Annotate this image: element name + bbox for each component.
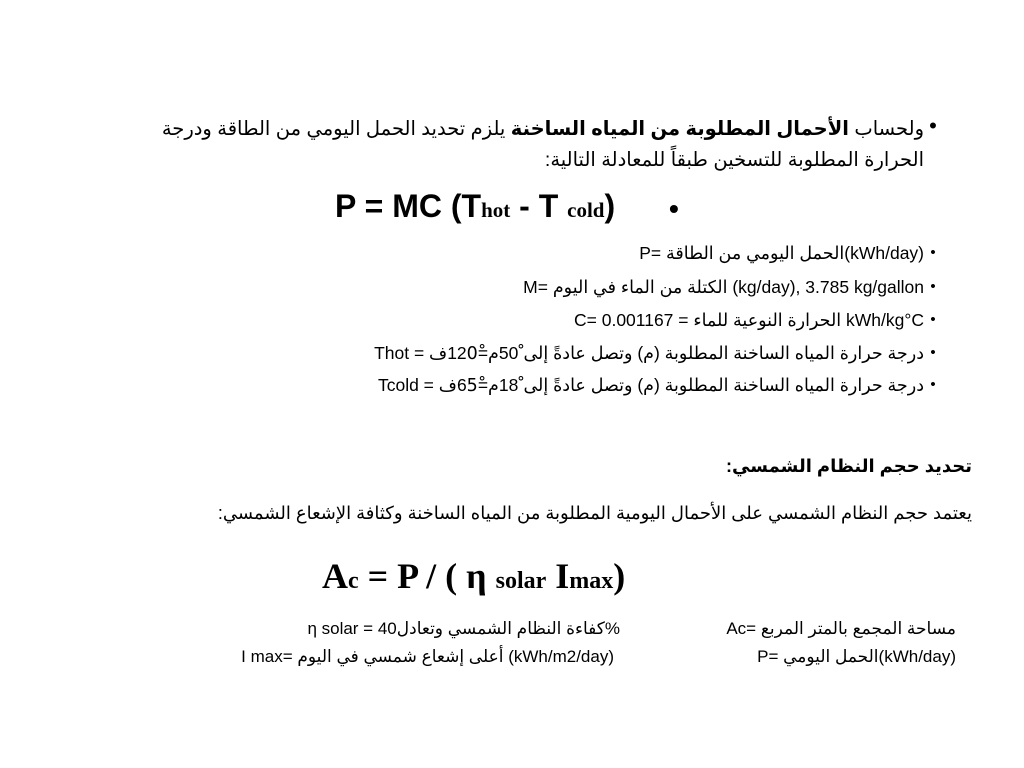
eq1-prefix: P = MC (T <box>335 188 482 224</box>
definition-p: P= الحمل اليومي من الطاقة(kWh/day) <box>639 243 924 263</box>
legend-ac: Ac= مساحة المجمع بالمتر المربع <box>726 619 956 638</box>
intro-bold-text: الأحمال المطلوبة من المياه الساخنة <box>510 118 849 140</box>
definition-m: M= الكتلة من الماء في اليوم (kg/day), 3.785 kg/gallon <box>523 277 924 297</box>
eq2-solar: solar <box>495 568 547 594</box>
eq2-i: I <box>546 556 570 596</box>
legend-imax: I max= أعلى إشعاع شمسي في اليوم (kWh/m2/day) <box>241 647 614 666</box>
eq1-sub-hot: hot <box>481 198 511 222</box>
bullet-icon: • <box>930 278 936 295</box>
eq2-middle: = P / ( η <box>358 556 496 596</box>
eq2-max: max <box>569 568 614 594</box>
eq2-close: ) <box>613 556 626 596</box>
intro-prefix: ولحساب <box>848 118 924 140</box>
section-heading: تحديد حجم النظام الشمسي: <box>726 456 972 476</box>
intro-paragraph <box>124 114 924 176</box>
equation-bullet-icon: • <box>669 193 679 224</box>
bullet-icon: • <box>930 376 936 393</box>
bullet-icon: • <box>929 113 937 138</box>
definition-thot: Thot = درجة حرارة المياه الساخنة المطلوبة (م) وتصل عادةً إلى ْ50م=120ْف <box>374 343 924 363</box>
section-paragraph: يعتمد حجم النظام الشمسي على الأحمال اليومية المطلوبة من المياه الساخنة وكثافة الإشعاع الشمسي: <box>217 503 972 523</box>
eq1-sub-cold: cold <box>567 198 605 222</box>
bullet-icon: • <box>930 244 936 261</box>
bullet-icon: • <box>930 311 936 328</box>
energy-equation <box>335 188 615 225</box>
bullet-icon: • <box>930 344 936 361</box>
definition-tcold: Tcold = درجة حرارة المياه الساخنة المطلوبة (م) وتصل عادةً إلى ْ18م=65ْف <box>377 375 924 395</box>
definition-c: C= الحرارة النوعية للماء = 0.001167 kWh/kg°C <box>573 310 924 330</box>
eq1-suffix: ) <box>604 188 616 224</box>
eq2-a: A <box>322 556 348 596</box>
legend-eta: η solar = كفاءة النظام الشمسي وتعادل40% <box>307 619 620 638</box>
eq2-a-sub: c <box>348 568 359 594</box>
area-equation <box>322 555 625 597</box>
intro-suffix: يلزم تحديد الحمل اليومي من الطاقة ودرجة الحرارة المطلوبة للتسخين طبقاً للمعادلة التالية: <box>161 118 924 171</box>
eq1-middle: - T <box>510 188 568 224</box>
legend-p: P= الحمل اليومي(kWh/day) <box>757 647 956 666</box>
